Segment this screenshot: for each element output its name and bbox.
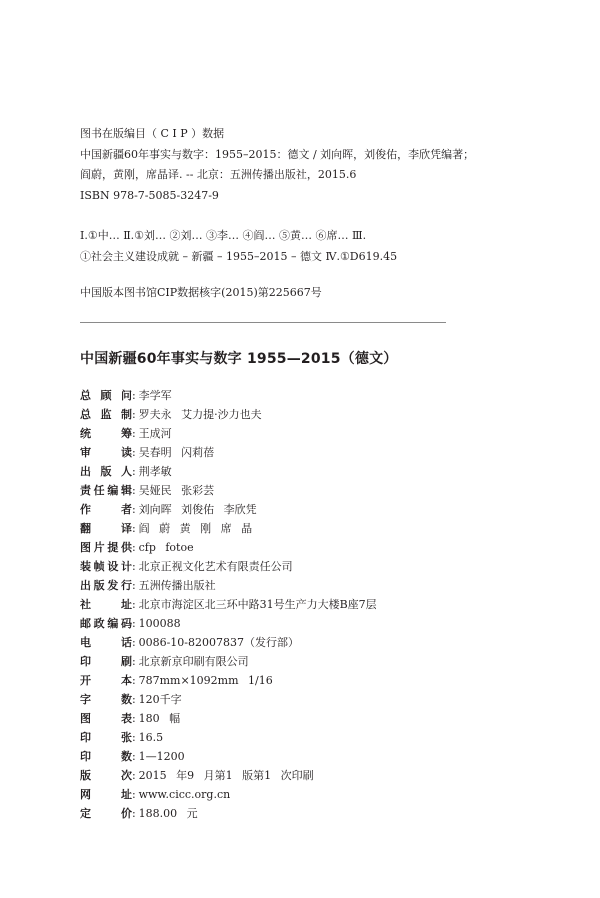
credit-row [80, 576, 377, 595]
colon: : [132, 522, 136, 535]
credit-value: 吴娅民 张彩芸 [138, 484, 215, 497]
credit-value: 120千字 [138, 693, 182, 706]
credit-row [80, 481, 377, 500]
credit-label: 总顾问 [80, 389, 132, 402]
credit-row [80, 386, 377, 405]
credit-label: 图表 [80, 712, 132, 725]
credits-list [80, 386, 377, 823]
cip-classification-line-2: ①社会主义建设成就 – 新疆 – 1955–2015 – 德文 Ⅳ.①D619.45 [80, 249, 398, 263]
colon: : [132, 807, 136, 820]
credit-value: 刘向晖 刘俊佑 李欣凭 [138, 503, 257, 516]
credit-value: 2015 年9 月第1 版第1 次印刷 [138, 769, 314, 782]
credit-value: 100088 [138, 617, 181, 630]
colon: : [132, 636, 136, 649]
credit-label: 开本 [80, 674, 132, 687]
credit-label: 印张 [80, 731, 132, 744]
credit-row [80, 519, 377, 538]
credit-label: 网址 [80, 788, 132, 801]
credit-label: 定价 [80, 807, 132, 820]
colon: : [132, 541, 136, 554]
credit-value: 16.5 [138, 731, 164, 744]
cip-heading: 图书在版编目（ C I P ）数据 [80, 127, 225, 140]
credit-value: 787mm×1092mm 1/16 [138, 674, 273, 687]
colon: : [132, 389, 136, 402]
credit-value: 1—1200 [138, 750, 185, 763]
credit-row [80, 747, 377, 766]
credit-row [80, 595, 377, 614]
cip-spacer [80, 267, 474, 283]
credit-value: 北京正视文化艺术有限责任公司 [138, 560, 293, 573]
cip-isbn: ISBN 978-7-5085-3247-9 [80, 188, 219, 202]
colon: : [132, 769, 136, 782]
credit-value: 王成河 [138, 427, 172, 440]
credit-label: 出版发行 [80, 579, 132, 592]
cip-classification-line-1: Ⅰ.①中… Ⅱ.①刘… ②刘… ③李… ④阎… ⑤黄… ⑥席… Ⅲ. [80, 229, 367, 242]
credit-value: 李学军 [138, 389, 172, 402]
colon: : [132, 693, 136, 706]
colon: : [132, 598, 136, 611]
credit-label: 邮政编码 [80, 617, 132, 630]
credit-row [80, 500, 377, 519]
credit-row [80, 652, 377, 671]
colon: : [132, 579, 136, 592]
credit-value: 罗夫永 艾力提·沙力也夫 [138, 408, 262, 421]
credit-value: 阎 蔚 黄 刚 席 晶 [138, 522, 253, 535]
colon: : [132, 465, 136, 478]
cip-entry-line-2: 阎蔚，黄刚，席晶译. -- 北京：五洲传播出版社，2015.6 [80, 168, 357, 181]
cip-entry-line-1: 中国新疆60年事实与数字：1955–2015：德文 / 刘向晖，刘俊佑，李欣凭编著； [80, 147, 475, 161]
credit-label: 审读 [80, 446, 132, 459]
credit-value: 188.00 元 [138, 807, 198, 820]
colon: : [132, 503, 136, 516]
credit-label: 字数 [80, 693, 132, 706]
cip-record-number: 中国版本图书馆CIP数据核字(2015)第225667号 [80, 286, 322, 299]
credit-row [80, 728, 377, 747]
credit-label: 印刷 [80, 655, 132, 668]
credit-value: 180 幅 [138, 712, 181, 725]
credit-value: 0086-10-82007837（发行部） [138, 636, 300, 649]
credit-row [80, 671, 377, 690]
colon: : [132, 427, 136, 440]
credit-row [80, 538, 377, 557]
credit-label: 统筹 [80, 427, 132, 440]
colon: : [132, 750, 136, 763]
colon: : [132, 674, 136, 687]
colon: : [132, 560, 136, 573]
colon: : [132, 617, 136, 630]
colon: : [132, 446, 136, 459]
credit-row [80, 690, 377, 709]
colon: : [132, 712, 136, 725]
credit-label: 装帧设计 [80, 560, 132, 573]
credit-value: cfp fotoe [138, 541, 194, 554]
colon: : [132, 731, 136, 744]
credit-row [80, 557, 377, 576]
book-title: 中国新疆60年事实与数字 1955—2015（德文） [80, 351, 398, 367]
credit-row [80, 785, 377, 804]
colon: : [132, 788, 136, 801]
credit-value: 吴春明 闪莉蓓 [138, 446, 215, 459]
cip-block [80, 124, 474, 304]
colon: : [132, 655, 136, 668]
credit-row [80, 633, 377, 652]
credit-value: www.cicc.org.cn [138, 788, 231, 801]
credit-value: 荆孝敏 [138, 465, 172, 478]
credit-value: 北京市海淀区北三环中路31号生产力大楼B座7层 [138, 598, 377, 611]
credit-value: 北京新京印刷有限公司 [138, 655, 249, 668]
credit-row [80, 443, 377, 462]
credit-label: 责任编辑 [80, 484, 132, 497]
colon: : [132, 408, 136, 421]
credit-row [80, 405, 377, 424]
credit-label: 作者 [80, 503, 132, 516]
credit-label: 出版人 [80, 465, 132, 478]
credit-row [80, 614, 377, 633]
credit-label: 图片提供 [80, 541, 132, 554]
colon: : [132, 484, 136, 497]
credit-label: 版次 [80, 769, 132, 782]
credit-value: 五洲传播出版社 [138, 579, 216, 592]
credit-row [80, 709, 377, 728]
credit-label: 翻译 [80, 522, 132, 535]
credit-row [80, 766, 377, 785]
credit-row [80, 424, 377, 443]
credit-label: 印数 [80, 750, 132, 763]
credit-label: 社址 [80, 598, 132, 611]
credit-label: 总监制 [80, 408, 132, 421]
credit-row [80, 462, 377, 481]
cip-spacer [80, 206, 474, 226]
credit-row [80, 804, 377, 823]
divider-rule [80, 322, 446, 323]
credit-label: 电话 [80, 636, 132, 649]
